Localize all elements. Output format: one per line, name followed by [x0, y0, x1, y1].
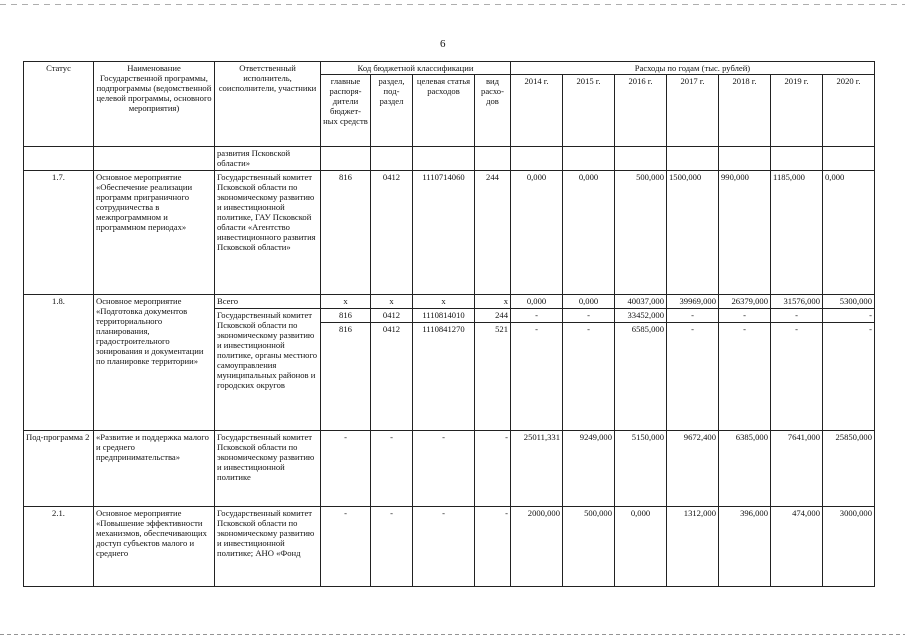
value-cell: -: [511, 323, 563, 431]
table-row-subprogram-2: [24, 431, 875, 507]
value-cell: 990,000: [719, 171, 771, 295]
header-year: 2020 г.: [823, 75, 875, 147]
name-cell: «Развитие и поддержка малого и среднего предпринимательства»: [94, 431, 215, 507]
grbs-cell: x: [321, 295, 371, 309]
header-responsible: Ответственный исполнитель, соисполнители, участники: [215, 62, 321, 147]
csr-cell: -: [413, 431, 475, 507]
header-name: Наименование Государственной программы, подпрограммы (ведомственной целевой программы, основного мероприятия): [94, 62, 215, 147]
status-cell: 2.1.: [24, 507, 94, 587]
value-cell: -: [563, 309, 615, 323]
value-cell: -: [719, 309, 771, 323]
vr-cell: 244: [475, 309, 511, 323]
value-cell: 3000,000: [823, 507, 875, 587]
value-cell: -: [823, 309, 875, 323]
responsible-cell: Государственный комитет Псковской области по экономическому развитию и инвестиционной политике, ГАУ Псковской области «Агентство инвестиционного развития Псковской области»: [215, 171, 321, 295]
value-cell: 5150,000: [615, 431, 667, 507]
csr-cell: -: [413, 507, 475, 587]
value-cell: -: [563, 323, 615, 431]
header-grbs: главные распоря-дители бюджет-ных средств: [321, 75, 371, 147]
value-cell: 7641,000: [771, 431, 823, 507]
responsible-cell: Государственный комитет Псковской области по экономическому развитию и инвестиционной политике; АНО «Фонд: [215, 507, 321, 587]
header-expenses: Расходы по годам (тыс. рублей): [511, 62, 875, 75]
grbs-cell: -: [321, 431, 371, 507]
value-cell: -: [719, 323, 771, 431]
value-cell: 31576,000: [771, 295, 823, 309]
rzpr-cell: -: [371, 431, 413, 507]
responsible-cell: Государственный комитет Псковской области по экономическому развитию и инвестиционной политике, органы местного самоуправления муниципальных районов и городских округов: [215, 309, 321, 431]
grbs-cell: -: [321, 507, 371, 587]
table-row-continuation: [24, 147, 875, 171]
grbs-cell: 816: [321, 171, 371, 295]
value-cell: 25850,000: [823, 431, 875, 507]
vr-cell: 521: [475, 323, 511, 431]
header-status: Статус: [24, 62, 94, 147]
value-cell: 0,000: [563, 171, 615, 295]
scan-edge-bottom: [0, 634, 905, 635]
value-cell: 396,000: [719, 507, 771, 587]
total-label: Всего: [215, 295, 321, 309]
page-number: 6: [440, 38, 446, 50]
rzpr-cell: x: [371, 295, 413, 309]
header-year: 2018 г.: [719, 75, 771, 147]
value-cell: -: [667, 309, 719, 323]
value-cell: 9249,000: [563, 431, 615, 507]
header-budget-code: Код бюджетной классификации: [321, 62, 511, 75]
name-cell: Основное мероприятие «Обеспечение реализации программ приграничного сотрудничества в межпрограммном и программном периодах»: [94, 171, 215, 295]
value-cell: 6385,000: [719, 431, 771, 507]
value-cell: 0,000: [511, 171, 563, 295]
value-cell: 0,000: [563, 295, 615, 309]
value-cell: 39969,000: [667, 295, 719, 309]
value-cell: 474,000: [771, 507, 823, 587]
value-cell: -: [771, 309, 823, 323]
vr-cell: -: [475, 507, 511, 587]
value-cell: 0,000: [615, 507, 667, 587]
rzpr-cell: 0412: [371, 323, 413, 431]
value-cell: 9672,400: [667, 431, 719, 507]
header-year: 2017 г.: [667, 75, 719, 147]
table-row-2-1: [24, 507, 875, 587]
csr-cell: 1110714060: [413, 171, 475, 295]
rzpr-cell: 0412: [371, 171, 413, 295]
header-year: 2019 г.: [771, 75, 823, 147]
vr-cell: 244: [475, 171, 511, 295]
header-vr: вид расхо-дов: [475, 75, 511, 147]
value-cell: 1185,000: [771, 171, 823, 295]
budget-table: [23, 61, 875, 587]
header-rzpr: раздел, под-раздел: [371, 75, 413, 147]
value-cell: 500,000: [615, 171, 667, 295]
csr-cell: 1110841270: [413, 323, 475, 431]
status-cell: 1.7.: [24, 171, 94, 295]
vr-cell: -: [475, 431, 511, 507]
value-cell: -: [823, 323, 875, 431]
value-cell: -: [511, 309, 563, 323]
value-cell: 0,000: [823, 171, 875, 295]
header-year: 2014 г.: [511, 75, 563, 147]
value-cell: 0,000: [511, 295, 563, 309]
value-cell: 1312,000: [667, 507, 719, 587]
value-cell: 2000,000: [511, 507, 563, 587]
value-cell: -: [667, 323, 719, 431]
header-csr: целевая статья расходов: [413, 75, 475, 147]
scan-edge-top: [0, 4, 905, 5]
table-row-1-7: [24, 171, 875, 295]
status-cell: Под-программа 2: [24, 431, 94, 507]
vr-cell: x: [475, 295, 511, 309]
grbs-cell: 816: [321, 309, 371, 323]
rzpr-cell: -: [371, 507, 413, 587]
value-cell: 5300,000: [823, 295, 875, 309]
value-cell: 1500,000: [667, 171, 719, 295]
value-cell: 6585,000: [615, 323, 667, 431]
header-year: 2015 г.: [563, 75, 615, 147]
rzpr-cell: 0412: [371, 309, 413, 323]
csr-cell: x: [413, 295, 475, 309]
table-row-1-8-total: [24, 295, 875, 309]
status-cell: 1.8.: [24, 295, 94, 431]
value-cell: 26379,000: [719, 295, 771, 309]
responsible-cell: развития Псковской области»: [215, 147, 321, 171]
header-row-1: [24, 62, 875, 75]
header-year: 2016 г.: [615, 75, 667, 147]
value-cell: 500,000: [563, 507, 615, 587]
csr-cell: 1110814010: [413, 309, 475, 323]
value-cell: 25011,331: [511, 431, 563, 507]
value-cell: 33452,000: [615, 309, 667, 323]
grbs-cell: 816: [321, 323, 371, 431]
value-cell: -: [771, 323, 823, 431]
responsible-cell: Государственный комитет Псковской области по экономическому развитию и инвестиционной политике: [215, 431, 321, 507]
name-cell: Основное мероприятие «Повышение эффективности механизмов, обеспечивающих доступ субъектов малого и среднего: [94, 507, 215, 587]
name-cell: Основное мероприятие «Подготовка документов территориального планирования, градостроительного зонирования и документации по планировке территории»: [94, 295, 215, 431]
value-cell: 40037,000: [615, 295, 667, 309]
